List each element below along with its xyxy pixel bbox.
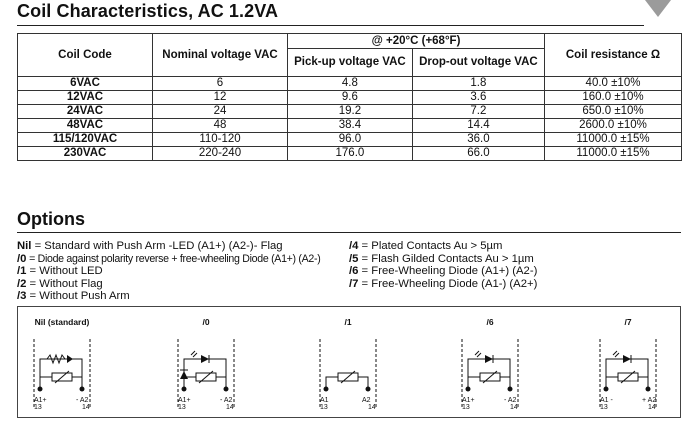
coil-code-cell: 230VAC [18,147,153,161]
coil-wire [468,359,510,389]
terminal-13-label: 13 [600,404,608,411]
schematic-2 [161,335,251,415]
resistance-cell: 2600.0 ±10% [545,119,682,133]
diagram-label: /6 [486,317,494,327]
options-right-list [349,240,537,290]
coil-wire [184,359,226,389]
option-item [349,240,537,253]
coil-table [17,33,682,161]
terminal-14-label: 14 [510,404,518,411]
terminal-a1-label: A1 [320,397,329,404]
header-coil-code: Coil Code [18,34,153,77]
terminal-a2-label: - A2 [504,397,517,404]
resistance-cell: 40.0 ±10% [545,77,682,91]
terminal-14-label: 14 [648,404,656,411]
option-item [17,290,320,303]
down-triangle-icon [645,0,671,17]
header-pickup: Pick-up voltage VAC [288,49,413,77]
dropout-cell: 14.4 [412,119,544,133]
coil-wire [606,359,648,389]
terminal-13-label: 13 [320,404,328,411]
header-resistance: Coil resistance Ω [545,34,682,77]
option-text: = Flash Gilded Contacts Au > 1µm [358,252,534,265]
led-icon [67,355,73,363]
terminal-a1-label: A1+ [178,397,191,404]
option-text: = Without Flag [26,277,103,290]
dropout-cell: 3.6 [412,91,544,105]
pickup-cell: 9.6 [288,91,413,105]
terminal-a2-label: + A2 [642,397,657,404]
option-item [349,253,537,266]
option-item [17,278,320,291]
option-code: /4 [349,240,359,252]
nominal-cell: 24 [153,105,288,119]
option-item [17,240,320,253]
header-nominal: Nominal voltage VAC [153,34,288,77]
light-arrows-icon [475,351,481,357]
nominal-cell: 6 [153,77,288,91]
diagram-label: /1 [344,317,352,327]
option-text: = Free-Wheeling Diode (A1+) (A2-) [358,265,538,278]
terminal-a1-label: A1+ [34,397,47,404]
table-row [18,105,682,119]
terminal-a2-label: - A2 [220,397,233,404]
resistance-cell: 11000.0 ±15% [545,147,682,161]
header-temp: @ +20°C (+68°F) [288,34,545,49]
terminal-a1-label: A1+ [462,397,475,404]
dropout-cell: 7.2 [412,105,544,119]
terminal-a2-label: A2 [362,397,371,404]
terminal-13-label: 13 [462,404,470,411]
coil-code-cell: 12VAC [18,91,153,105]
table-row [18,119,682,133]
resistance-cell: 11000.0 ±15% [545,133,682,147]
option-text: = Without Push Arm [26,290,130,303]
nominal-cell: 110-120 [153,133,288,147]
option-text: = Free-Wheeling Diode (A1-) (A2+) [358,277,538,290]
option-text: = Without LED [26,265,103,278]
terminal-14-label: 14 [226,404,234,411]
terminal-a2-label: - A2 [76,397,89,404]
reverse-diode-icon [180,371,188,379]
option-code: /6 [349,265,359,278]
table-row [18,147,682,161]
diode-icon [201,355,209,363]
terminal-a1-label: A1 - [600,397,613,404]
title-rule [17,25,644,26]
schematic-4 [445,335,535,415]
diagram-label: Nil (standard) [34,317,90,327]
option-code: /5 [349,252,359,265]
option-code: /2 [17,277,27,290]
diagram-label: /0 [202,317,210,327]
coil-wire [326,377,368,389]
terminal-13-label: 13 [178,404,186,411]
option-item [349,265,537,278]
options-rule [17,232,681,233]
nominal-cell: 12 [153,91,288,105]
nominal-cell: 220-240 [153,147,288,161]
option-item [349,278,537,291]
dropout-cell: 66.0 [412,147,544,161]
terminal-14-label: 14 [368,404,376,411]
option-text: = Standard with Push Arm -LED (A1+) (A2-)- Flag [31,240,283,252]
coil-code-cell: 6VAC [18,77,153,91]
option-code: /0 [17,252,27,265]
coil-title: Coil Characteristics, AC 1.2VA [17,1,279,21]
option-code: /7 [349,277,359,290]
wiring-diagrams-panel [17,306,681,418]
coil-code-cell: 48VAC [18,119,153,133]
coil-code-cell: 24VAC [18,105,153,119]
resistance-cell: 160.0 ±10% [545,91,682,105]
schematic-3 [303,335,393,415]
coil-wire [40,359,82,389]
resistance-cell: 650.0 ±10% [545,105,682,119]
option-code: Nil [17,240,32,252]
diagram-label: /7 [624,317,632,327]
pickup-cell: 38.4 [288,119,413,133]
pickup-cell: 4.8 [288,77,413,91]
coil-code-cell: 115/120VAC [18,133,153,147]
dropout-cell: 36.0 [412,133,544,147]
light-arrows-icon [191,351,197,357]
option-item [17,253,320,266]
options-title: Options [17,209,85,229]
options-left-list [17,240,320,303]
dropout-cell: 1.8 [412,77,544,91]
schematic-1 [17,335,107,415]
option-text: = Diode against polarity reverse + free-wheeling Diode (A1+) (A2-) [26,252,321,265]
option-text: = Plated Contacts Au > 5µm [358,240,503,252]
option-code: /1 [17,265,27,278]
table-row [18,77,682,91]
diode-icon [485,355,493,363]
schematic-5 [583,335,673,415]
light-arrows-icon [613,351,619,357]
nominal-cell: 48 [153,119,288,133]
terminal-14-label: 14 [82,404,90,411]
pickup-cell: 96.0 [288,133,413,147]
pickup-cell: 19.2 [288,105,413,119]
table-row [18,133,682,147]
terminal-13-label: 13 [34,404,42,411]
header-dropout: Drop-out voltage VAC [412,49,544,77]
option-item [17,265,320,278]
option-code: /3 [17,290,27,303]
table-row [18,91,682,105]
diode-icon [623,355,631,363]
pickup-cell: 176.0 [288,147,413,161]
